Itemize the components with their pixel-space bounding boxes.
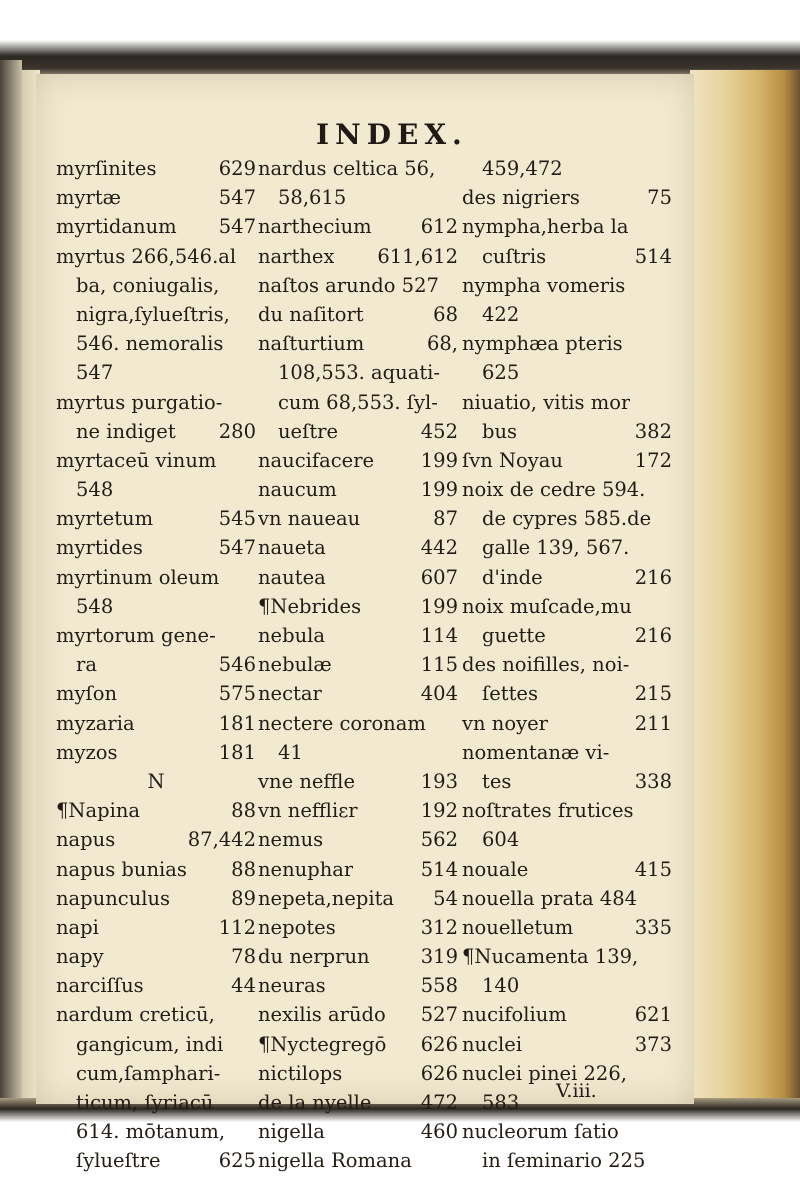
entry-term: gangicum, indi [76, 1032, 224, 1056]
index-entry [462, 884, 672, 913]
index-entry [258, 533, 458, 562]
entry-page-number: 514 [420, 857, 458, 881]
entry-term: myrtorum gene- [56, 624, 216, 647]
entry-page-number: 215 [634, 682, 672, 706]
entry-page-number: 68 [433, 302, 458, 326]
entry-term: 604 [482, 828, 520, 852]
index-entry [56, 621, 256, 650]
index-entry [56, 796, 256, 825]
entry-page-number: 199 [420, 448, 458, 472]
entry-page-number: 415 [634, 857, 672, 881]
entry-term: cum 68,553. ſyl- [278, 390, 438, 414]
entry-page-number: 280 [218, 419, 256, 443]
entry-term: nebula [258, 624, 326, 647]
entry-term: 583 [482, 1091, 520, 1114]
entry-page-number: 404 [420, 682, 458, 706]
entry-term: myzos [56, 740, 118, 764]
entry-term: 58,615 [278, 186, 347, 210]
index-entry [462, 504, 672, 533]
index-entry [258, 1088, 458, 1117]
entry-term: nymphæa pteris [462, 332, 623, 356]
index-entry [462, 300, 672, 329]
entry-term: nouale [462, 857, 529, 881]
index-entry [462, 592, 672, 621]
entry-page-number: 547 [218, 536, 256, 560]
index-entry [462, 271, 672, 300]
entry-term: N [147, 769, 165, 793]
entry-term: ueſtre [278, 419, 339, 443]
entry-page-number: 373 [634, 1032, 672, 1056]
entry-page-number: 442 [420, 536, 458, 560]
entry-page-number: 211 [634, 711, 672, 735]
index-entry [258, 884, 458, 913]
entry-term: 459,472 [482, 157, 563, 180]
entry-term: 548 [76, 594, 114, 618]
entry-term: ¶Nucamenta 139, [462, 945, 639, 969]
index-entry [56, 388, 256, 417]
entry-term: cuſtris [482, 244, 547, 268]
entry-page-number: 611,612 [377, 244, 458, 268]
entry-term: ſylueſtre [76, 1149, 161, 1173]
entry-page-number: 87 [433, 507, 458, 531]
entry-term: narthecium [258, 215, 372, 239]
index-entry [462, 1117, 672, 1146]
entry-term: noix de cedre 594. [462, 478, 646, 502]
index-entry [56, 358, 256, 387]
index-entry [56, 563, 256, 592]
index-entry [258, 358, 458, 387]
index-entry [56, 475, 256, 504]
entry-page-number: 575 [218, 682, 256, 706]
entry-term: ra [76, 653, 97, 677]
index-entry [56, 884, 256, 913]
index-entry [56, 1146, 256, 1175]
index-column-3 [462, 154, 672, 1176]
index-page [36, 74, 694, 1173]
right-page-stack-edge [690, 70, 800, 1110]
index-entry [56, 650, 256, 679]
entry-term: naſturtium [258, 332, 365, 356]
index-entry [258, 183, 458, 212]
entry-term: nucleorum ſatio [462, 1120, 619, 1144]
index-entry [462, 329, 672, 358]
index-entry [462, 388, 672, 417]
index-entry [462, 1030, 672, 1059]
entry-page-number: 44 [231, 974, 256, 998]
entry-page-number: 547 [218, 215, 256, 239]
entry-term: ne indiget [76, 419, 176, 443]
index-entry [462, 825, 672, 854]
index-entry [462, 738, 672, 767]
entry-term: nouella prata 484 [462, 886, 638, 910]
index-entry [462, 1146, 672, 1175]
entry-term: noſtrates frutices [462, 799, 634, 823]
entry-term: ba, coniugalis, [76, 273, 220, 297]
entry-term: ticum, ſyriacū [76, 1091, 214, 1114]
entry-page-number: 88 [231, 857, 256, 881]
entry-page-number: 382 [634, 419, 672, 443]
index-entry [258, 913, 458, 942]
entry-term: des noifilles, noi- [462, 653, 630, 677]
entry-term: de la nyelle [258, 1091, 372, 1114]
entry-term: 140 [482, 974, 520, 998]
entry-term: nigella [258, 1120, 325, 1144]
index-column-2 [258, 154, 458, 1176]
entry-term: myrtus 266,546.al [56, 244, 237, 268]
entry-term: 422 [482, 302, 520, 326]
entry-term: nenuphar [258, 857, 354, 881]
index-entry [56, 767, 256, 796]
index-entry [258, 796, 458, 825]
index-entry [56, 1030, 256, 1059]
entry-term: naueta [258, 536, 326, 560]
index-entry [462, 183, 672, 212]
index-entry [258, 446, 458, 475]
index-entry [258, 300, 458, 329]
index-entry [258, 855, 458, 884]
entry-page-number: 558 [420, 974, 458, 998]
index-entry [258, 825, 458, 854]
index-entry [258, 1030, 458, 1059]
index-entry [462, 563, 672, 592]
index-entry [56, 913, 256, 942]
entry-page-number: 621 [634, 1003, 672, 1027]
index-entry [56, 329, 256, 358]
entry-term: vne neffle [258, 769, 356, 793]
entry-page-number: 75 [647, 186, 672, 210]
index-entry [462, 650, 672, 679]
entry-term: napus [56, 828, 116, 852]
index-entry [258, 738, 458, 767]
index-entry [56, 971, 256, 1000]
entry-page-number: 216 [634, 565, 672, 589]
entry-term: myrtides [56, 536, 143, 560]
entry-term: nuclei [462, 1032, 523, 1056]
entry-page-number: 114 [420, 624, 458, 647]
entry-page-number: 338 [634, 769, 672, 793]
entry-term: galle 139, 567. [482, 536, 630, 560]
index-entry [462, 767, 672, 796]
entry-page-number: 192 [420, 799, 458, 823]
entry-term: nucifolium [462, 1003, 567, 1027]
index-entry [56, 1088, 256, 1117]
entry-term: napy [56, 945, 104, 969]
entry-page-number: 115 [420, 653, 458, 677]
entry-term: myſon [56, 682, 118, 706]
index-entry [462, 709, 672, 738]
entry-term: neuras [258, 974, 326, 998]
entry-term: napunculus [56, 886, 171, 910]
entry-term: myrtaceū vinum [56, 448, 217, 472]
entry-page-number: 78 [231, 945, 256, 969]
entry-term: 614. mōtanum, [76, 1120, 226, 1144]
entry-term: nexilis arūdo [258, 1003, 386, 1027]
entry-term: 547 [76, 361, 114, 385]
index-entry [56, 1059, 256, 1088]
index-entry [258, 242, 458, 271]
index-entry [56, 738, 256, 767]
entry-term: ¶Nyctegregō [258, 1032, 387, 1056]
index-entry [56, 709, 256, 738]
entry-page-number: 472 [420, 1091, 458, 1114]
index-entry [56, 154, 256, 183]
entry-term: niuatio, vitis mor [462, 390, 631, 414]
index-entry [258, 942, 458, 971]
entry-term: vn neffliεr [258, 799, 358, 823]
index-entry [258, 563, 458, 592]
index-entry [462, 446, 672, 475]
index-entry [258, 709, 458, 738]
entry-page-number: 193 [420, 769, 458, 793]
index-entry [462, 242, 672, 271]
entry-page-number: 452 [420, 419, 458, 443]
entry-term: cum,ſamphari- [76, 1061, 221, 1085]
entry-page-number: 172 [634, 448, 672, 472]
entry-page-number: 54 [433, 886, 458, 910]
index-entry [56, 417, 256, 446]
index-entry [462, 942, 672, 971]
index-entry [258, 475, 458, 504]
index-entry [56, 679, 256, 708]
entry-term: nectar [258, 682, 322, 706]
entry-term: noix muſcade,mu [462, 594, 632, 618]
entry-page-number: 547 [218, 186, 256, 210]
entry-term: du nerprun [258, 945, 370, 969]
index-entry [258, 767, 458, 796]
entry-page-number: 562 [420, 828, 458, 852]
entry-term: d'inde [482, 565, 543, 589]
index-entry [56, 300, 256, 329]
index-entry [258, 388, 458, 417]
entry-term: nomentanæ vi- [462, 740, 610, 764]
entry-page-number: 629 [218, 157, 256, 180]
entry-page-number: 216 [634, 624, 672, 647]
entry-term: 548 [76, 478, 114, 502]
index-entry [462, 855, 672, 884]
entry-page-number: 335 [634, 915, 672, 939]
entry-term: myrtidanum [56, 215, 177, 239]
entry-term: myrtæ [56, 186, 121, 210]
entry-term: naucum [258, 478, 337, 502]
entry-term: 546. nemoralis [76, 332, 224, 356]
entry-page-number: 319 [420, 945, 458, 969]
entry-term: 625 [482, 361, 520, 385]
index-entry [462, 913, 672, 942]
entry-page-number: 88 [231, 799, 256, 823]
left-book-edge [0, 60, 22, 1105]
entry-page-number: 546 [218, 653, 256, 677]
entry-term: 41 [278, 740, 303, 764]
entry-term: myrtus purgatio- [56, 390, 223, 414]
index-entry [258, 592, 458, 621]
index-entry [258, 1059, 458, 1088]
entry-term: nympha,herba la [462, 215, 629, 239]
entry-term: nepotes [258, 915, 336, 939]
entry-term: nemus [258, 828, 324, 852]
index-entry [56, 271, 256, 300]
entry-page-number: 199 [420, 478, 458, 502]
entry-page-number: 626 [420, 1061, 458, 1085]
index-entry [56, 183, 256, 212]
entry-page-number: 112 [218, 915, 256, 939]
entry-term: nictilops [258, 1061, 343, 1085]
entry-term: de cypres 585.de [482, 507, 652, 531]
entry-page-number: 514 [634, 244, 672, 268]
entry-term: myrſinites [56, 157, 157, 180]
entry-page-number: 625 [218, 1149, 256, 1173]
index-entry [462, 971, 672, 1000]
index-entry [56, 942, 256, 971]
index-entry [56, 592, 256, 621]
entry-term: nigra,ſylueſtris, [76, 302, 230, 326]
index-entry [462, 358, 672, 387]
index-entry [462, 679, 672, 708]
entry-page-number: 181 [218, 711, 256, 735]
entry-term: nigella Romana [258, 1149, 412, 1173]
index-entry [258, 1117, 458, 1146]
index-entry [258, 1146, 458, 1175]
entry-term: nebulæ [258, 653, 332, 677]
index-entry [258, 212, 458, 241]
entry-term: naſtos arundo 527 [258, 273, 439, 297]
index-entry [258, 679, 458, 708]
entry-page-number: 626 [420, 1032, 458, 1056]
entry-term: ſettes [482, 682, 538, 706]
entry-term: ¶Napina [56, 799, 140, 823]
entry-term: nectere coronam [258, 711, 426, 735]
index-entry [462, 533, 672, 562]
index-entry [258, 504, 458, 533]
entry-term: napi [56, 915, 99, 939]
entry-page-number: 460 [420, 1120, 458, 1144]
index-entry [56, 825, 256, 854]
entry-page-number: 607 [420, 565, 458, 589]
entry-term: myrtinum oleum [56, 565, 220, 589]
entry-term: bus [482, 419, 518, 443]
page-header: INDEX. [316, 118, 468, 151]
index-entry [56, 504, 256, 533]
entry-term: nepeta,nepita [258, 886, 395, 910]
entry-page-number: 199 [420, 594, 458, 618]
entry-page-number: 87,442 [187, 828, 256, 852]
index-entry [258, 417, 458, 446]
index-entry [258, 971, 458, 1000]
entry-term: du naſitort [258, 302, 364, 326]
entry-term: guette [482, 624, 546, 647]
entry-term: vn naueau [258, 507, 361, 531]
entry-term: nardum creticū, [56, 1003, 215, 1027]
index-entry [56, 446, 256, 475]
index-entry [462, 621, 672, 650]
index-entry [56, 855, 256, 884]
entry-term: nuclei pinei 226, [462, 1061, 627, 1085]
entry-term: naucifacere [258, 448, 375, 472]
entry-page-number: 545 [218, 507, 256, 531]
index-entry [56, 242, 256, 271]
index-entry [258, 1000, 458, 1029]
index-entry [462, 417, 672, 446]
entry-term: nardus celtica 56, [258, 157, 436, 180]
entry-page-number: 612 [420, 215, 458, 239]
index-entry [56, 533, 256, 562]
index-entry [462, 796, 672, 825]
index-entry [258, 329, 458, 358]
entry-term: nautea [258, 565, 326, 589]
entry-term: vn noyer [462, 711, 548, 735]
entry-term: napus bunias [56, 857, 187, 881]
entry-term: ſvn Noyau [462, 448, 563, 472]
signature-mark: V.iii. [556, 1080, 597, 1102]
index-entry [258, 621, 458, 650]
index-entry [56, 212, 256, 241]
index-entry [462, 154, 672, 183]
index-entry [258, 650, 458, 679]
index-entry [258, 271, 458, 300]
entry-page-number: 68, [426, 332, 458, 356]
entry-term: narthex [258, 244, 335, 268]
index-entry [462, 212, 672, 241]
entry-page-number: 527 [420, 1003, 458, 1027]
entry-term: des nigriers [462, 186, 580, 210]
entry-page-number: 89 [231, 886, 256, 910]
index-entry [258, 154, 458, 183]
entry-page-number: 181 [218, 740, 256, 764]
entry-term: myrtetum [56, 507, 154, 531]
entry-term: tes [482, 769, 512, 793]
index-column-1 [56, 154, 256, 1176]
entry-term: nympha vomeris [462, 273, 626, 297]
entry-term: in ſeminario 225 [482, 1149, 646, 1173]
entry-term: narciſſus [56, 974, 144, 998]
entry-term: nouelletum [462, 915, 574, 939]
index-entry [462, 475, 672, 504]
entry-term: myzaria [56, 711, 135, 735]
entry-term: ¶Nebrides [258, 594, 362, 618]
index-entry [56, 1000, 256, 1029]
index-entry [462, 1000, 672, 1029]
index-entry [56, 1117, 256, 1146]
entry-page-number: 312 [420, 915, 458, 939]
entry-term: 108,553. aquati- [278, 361, 440, 385]
